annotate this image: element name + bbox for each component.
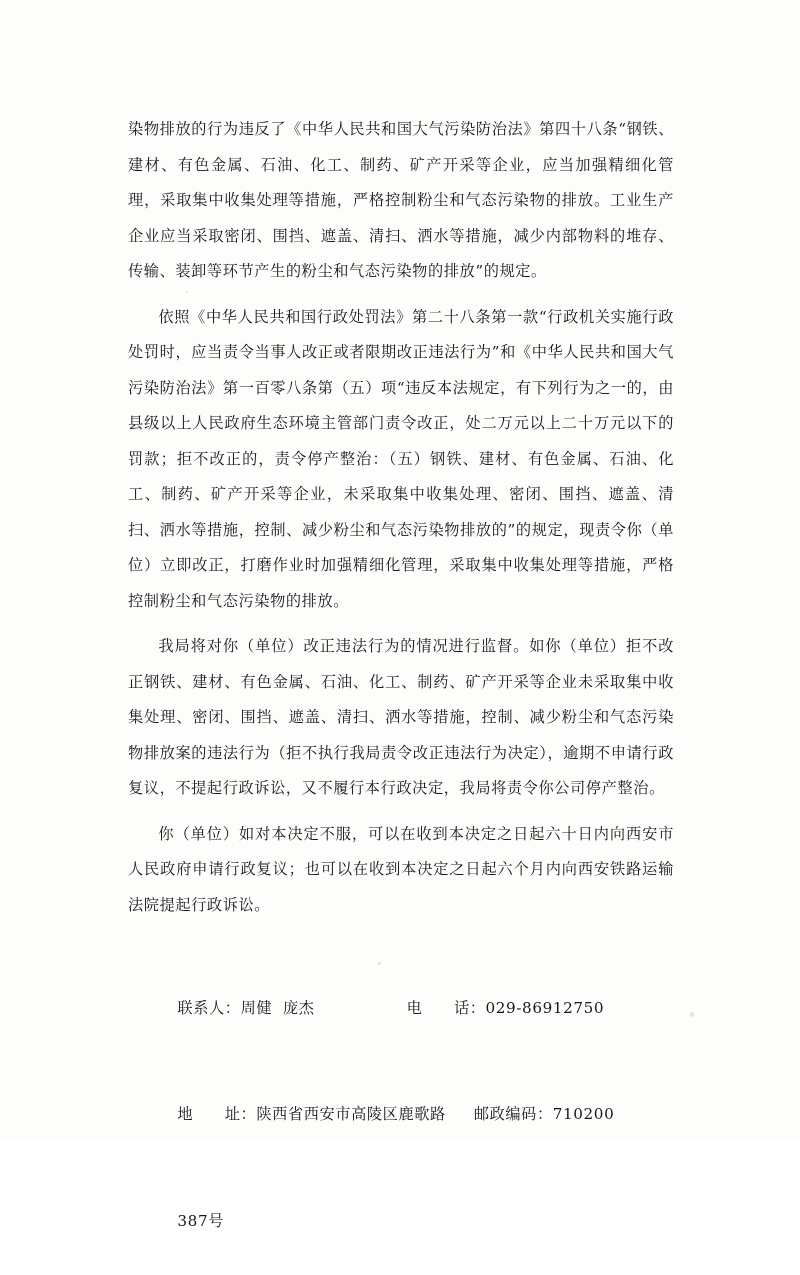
scan-speck [378, 962, 381, 965]
document-body [128, 112, 674, 1275]
address-line2-row [128, 1168, 674, 1275]
postcode-value: 710200 [552, 1105, 615, 1123]
paragraph-2: 依照《中华人民共和国行政处罚法》第二十八条第一款“行政机关实施行政处罚时，应当责令当事人改正或者限期改正违法行为”和《中华人民共和国大气污染防治法》第一百零八条第（五）项“违反本法规定，有下列行为之一的，由县级以上人民政府生态环境主管部门责令改正，处二万元以上二十万元以下的罚款；拒不改正的，责令停产整治：（五）钢铁、建材、有色金属、石油、化工、制药、矿产开采等企业，未采取集中收集处理、密闭、围挡、遮盖、清扫、洒水等措施，控制、减少粉尘和气态污染物排放的”的规定，现责令你（单位）立即改正，打磨作业时加强精细化管理，采取集中收集处理等措施，严格控制粉尘和气态污染物的排放。 [128, 307, 674, 610]
scan-speck [690, 1012, 694, 1017]
contact-person-value: 周健 庞杰 [240, 998, 315, 1017]
paragraph-1: 染物排放的行为违反了《中华人民共和国大气污染防治法》第四十八条“钢铁、建材、有色金属、石油、化工、制药、矿产开采等企业，应当加强精细化管理，采取集中收集处理等措施，严格控制粉尘和气态污染物的排放。工业生产企业应当采取密闭、围挡、遮盖、清扫、洒水等措施，减少内部物料的堆存、传输、装卸等环节产生的粉尘和气态污染物的排放”的规定。 [128, 120, 674, 280]
address-value: 陕西省西安市高陵区鹿歌路 [256, 1105, 446, 1123]
contact-person-label: 联系人： [177, 998, 241, 1017]
phone-label: 电 话： [406, 998, 486, 1017]
address-label: 地 址： [177, 1105, 257, 1123]
postcode-label: 邮政编码： [473, 1105, 553, 1123]
contact-person-row [128, 955, 674, 1062]
address-row [128, 1062, 674, 1169]
contact-block [128, 955, 674, 1275]
paragraph-4: 你（单位）如对本决定不服，可以在收到本决定之日起六十日内向西安市人民政府申请行政复议；也可以在收到本决定之日起六个月内向西安铁路运输法院提起行政诉讼。 [128, 824, 674, 914]
paragraph-3: 我局将对你（单位）改正违法行为的情况进行监督。如你（单位）拒不改正钢铁、建材、有色金属、石油、化工、制药、矿产开采等企业未采取集中收集处理、密闭、围挡、遮盖、清扫、洒水等措施，控制、减少粉尘和气态污染物排放案的违法行为（拒不执行我局责令改正违法行为决定），逾期不申请行政复议，不提起行政诉讼，又不履行本行政决定，我局将责令你公司停产整治。 [128, 637, 674, 797]
phone-value: 029-86912750 [485, 998, 605, 1017]
scan-speck [186, 291, 188, 293]
address-line2-value: 387号 [177, 1211, 224, 1230]
